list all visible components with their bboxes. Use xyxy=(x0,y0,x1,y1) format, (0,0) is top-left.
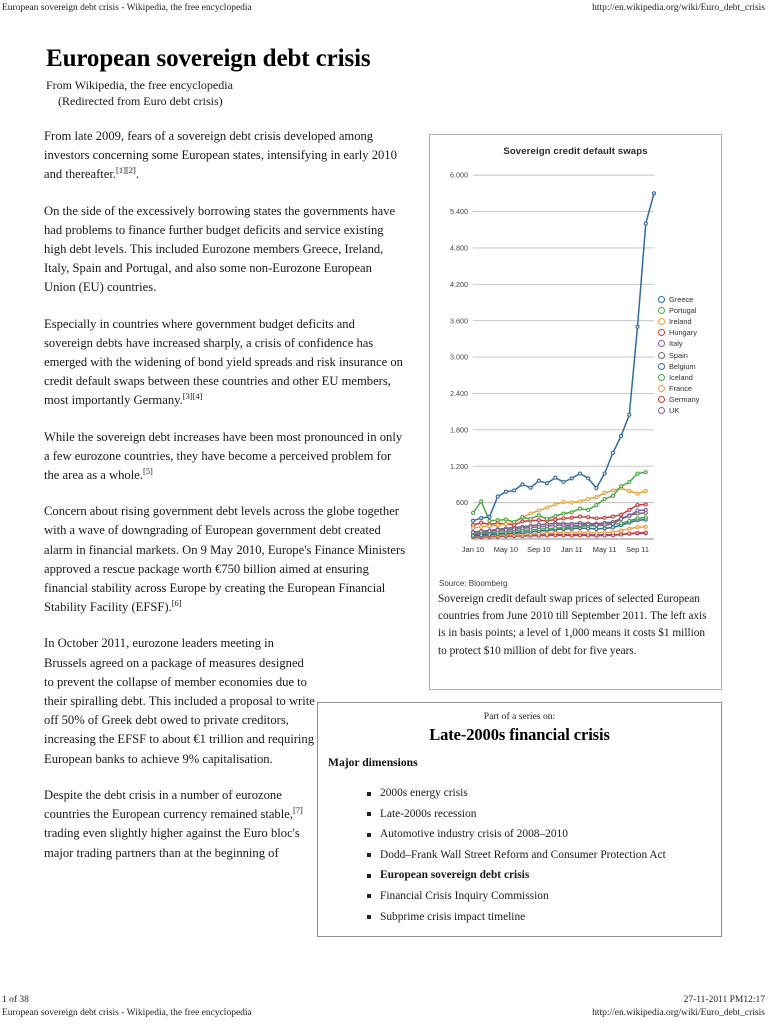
svg-text:Sep 10: Sep 10 xyxy=(527,545,551,554)
svg-text:6.000: 6.000 xyxy=(450,170,468,180)
citation-ref[interactable]: [5] xyxy=(142,465,153,476)
chart-area xyxy=(430,135,721,583)
legend-item-france[interactable] xyxy=(658,383,720,394)
header-title: European sovereign debt crisis - Wikipedia, the free encyclopedia xyxy=(2,3,252,13)
legend-label: Germany xyxy=(669,394,700,404)
svg-text:1.800: 1.800 xyxy=(450,425,468,435)
citation-ref[interactable]: [7] xyxy=(292,804,303,815)
paragraph-1: From late 2009, fears of a sovereign debt crisis developed among investors concerning some European states, intensifying in early 2010 and thereafter.[1][2]. xyxy=(44,129,397,182)
legend-marker-icon xyxy=(658,363,665,370)
legend-label: Belgium xyxy=(669,361,696,371)
infobox-section-heading: Major dimensions xyxy=(328,756,418,769)
svg-text:1.200: 1.200 xyxy=(450,461,468,471)
svg-text:4.800: 4.800 xyxy=(450,243,468,253)
redirect-note: (Redirected from Euro debt crisis) xyxy=(58,94,223,108)
infobox-item-1[interactable]: 2000s energy crisis xyxy=(380,783,721,804)
infobox-series-label: Part of a series on: xyxy=(483,711,556,722)
legend-item-germany[interactable] xyxy=(658,394,720,405)
infobox-item-4[interactable]: Dodd–Frank Wall Street Reform and Consumer Protection Act xyxy=(380,845,721,866)
paragraph-4: While the sovereign debt increases have been most pronounced in only a few eurozone countries, they have become a perceived problem for the area as a whole.[5] xyxy=(44,429,403,483)
running-footer xyxy=(0,994,768,1020)
svg-text:May 10: May 10 xyxy=(493,545,519,554)
citation-ref[interactable]: [6] xyxy=(171,598,182,609)
legend-item-belgium[interactable] xyxy=(658,361,720,372)
series-infobox xyxy=(317,702,722,937)
svg-text:3.000: 3.000 xyxy=(450,352,468,362)
legend-label: Greece xyxy=(669,295,694,305)
legend-marker-icon xyxy=(658,307,665,314)
legend-label: Spain xyxy=(669,350,688,360)
svg-text:2.400: 2.400 xyxy=(450,389,468,399)
legend-label: Iceland xyxy=(669,372,693,382)
citation-ref[interactable]: [1][2] xyxy=(116,165,136,176)
footer-title: European sovereign debt crisis - Wikipedia, the free encyclopedia xyxy=(2,1008,252,1018)
footer-url: http://en.wikipedia.org/wiki/Euro_debt_crisis xyxy=(592,1008,765,1018)
legend-item-portugal[interactable] xyxy=(658,305,720,316)
legend-label: Portugal xyxy=(669,306,697,316)
legend-marker-icon xyxy=(658,374,665,381)
page-title: European sovereign debt crisis xyxy=(46,45,371,72)
legend-item-iceland[interactable] xyxy=(658,372,720,383)
running-header xyxy=(0,2,768,16)
legend-label: France xyxy=(669,383,693,393)
legend-marker-icon xyxy=(658,407,665,414)
legend-item-italy[interactable] xyxy=(658,338,720,349)
svg-text:Jan 10: Jan 10 xyxy=(461,545,485,554)
legend-item-greece[interactable] xyxy=(658,294,720,305)
legend-label: UK xyxy=(669,405,680,415)
legend-item-hungary[interactable] xyxy=(658,327,720,338)
infobox-item-2[interactable]: Late-2000s recession xyxy=(380,804,721,825)
legend-item-spain[interactable] xyxy=(658,349,720,360)
svg-text:Sep 11: Sep 11 xyxy=(626,545,649,554)
legend-marker-icon xyxy=(658,318,665,325)
chart-source-label: Source: Bloomberg xyxy=(439,579,508,588)
paragraph-2: On the side of the excessively borrowing states the governments have had problems to finance further budget deficits and service existing high debt levels. This included Eurozone members Greece, Ireland, Italy, Spain and Portugal, and also some non-Eurozone European Union (EU) countries. xyxy=(44,203,396,295)
svg-text:5.400: 5.400 xyxy=(450,207,468,217)
infobox-list xyxy=(318,783,721,927)
svg-text:May 11: May 11 xyxy=(592,545,617,554)
legend-marker-icon xyxy=(658,329,665,336)
svg-text:Jan 11: Jan 11 xyxy=(560,545,583,554)
legend-label: Italy xyxy=(669,339,683,349)
infobox-item-5[interactable]: European sovereign debt crisis xyxy=(380,865,721,886)
legend-marker-icon xyxy=(658,340,665,347)
legend-item-ireland[interactable] xyxy=(658,316,720,327)
legend-marker-icon xyxy=(658,385,665,392)
legend-label: Hungary xyxy=(669,328,697,338)
svg-text:4.200: 4.200 xyxy=(450,279,468,289)
header-url: http://en.wikipedia.org/wiki/Euro_debt_crisis xyxy=(592,3,765,13)
legend-label: Ireland xyxy=(669,317,692,327)
svg-text:3.600: 3.600 xyxy=(450,316,468,326)
chart-legend xyxy=(658,294,720,416)
title-block xyxy=(46,44,516,109)
paragraph-6: In October 2011, eurozone leaders meeting in Brussels agreed on a package of measures designed to prevent the collapse of member economies due to their spiralling debt. This included a proposal to write off 50% of Greek debt owed to private creditors, increasing the EFSF to about €1 trillion and requiring European banks to achieve 9% capitalisation. xyxy=(44,636,315,766)
paragraph-3: Especially in countries where government budget deficits and sovereign debts have increased sharply, a crisis of confidence has emerged with the widening of bond yield spreads and risk insurance on credit default swaps between these countries and other EU members, most importantly Germany.[3][4] xyxy=(44,316,403,408)
infobox-item-6[interactable]: Financial Crisis Inquiry Commission xyxy=(380,886,721,907)
svg-text:600: 600 xyxy=(456,498,468,508)
paragraph-5: Concern about rising government debt levels across the globe together with a wave of downgrading of European government debt created alarm in financial markets. On 9 May 2010, Europe's Finance Ministers approved a rescue package worth €750 billion aimed at ensuring financial stability across Europe by creating the European Financial Stability Facility (EFSF).[6] xyxy=(44,504,406,615)
legend-marker-icon xyxy=(658,296,665,303)
legend-marker-icon xyxy=(658,352,665,359)
infobox-item-7[interactable]: Subprime crisis impact timeline xyxy=(380,907,721,928)
infobox-title: Late-2000s financial crisis xyxy=(429,725,610,744)
footer-timestamp: 27-11-2011 PM12:17 xyxy=(683,995,765,1005)
paragraph-7: Despite the debt crisis in a number of eurozone countries the European currency remained stable,[7] trading even slightly higher against the Euro bloc's major trading partners than at the beginning of xyxy=(44,787,303,860)
infobox-item-3[interactable]: Automotive industry crisis of 2008–2010 xyxy=(380,824,721,845)
legend-item-uk[interactable] xyxy=(658,405,720,416)
citation-ref[interactable]: [3][4] xyxy=(182,391,203,402)
chart-figure xyxy=(429,134,722,690)
footer-page-number: 1 of 38 xyxy=(2,995,29,1005)
figure-caption: Sovereign credit default swap prices of selected European countries from June 2010 till September 2011. The left axis is in basis points; a level of 1,000 means it costs $1 million to protect $10 million of debt for five years. xyxy=(438,593,707,657)
article-subtitle: From Wikipedia, the free encyclopedia xyxy=(46,78,233,92)
chart-title: Sovereign credit default swaps xyxy=(503,146,648,157)
legend-marker-icon xyxy=(658,396,665,403)
